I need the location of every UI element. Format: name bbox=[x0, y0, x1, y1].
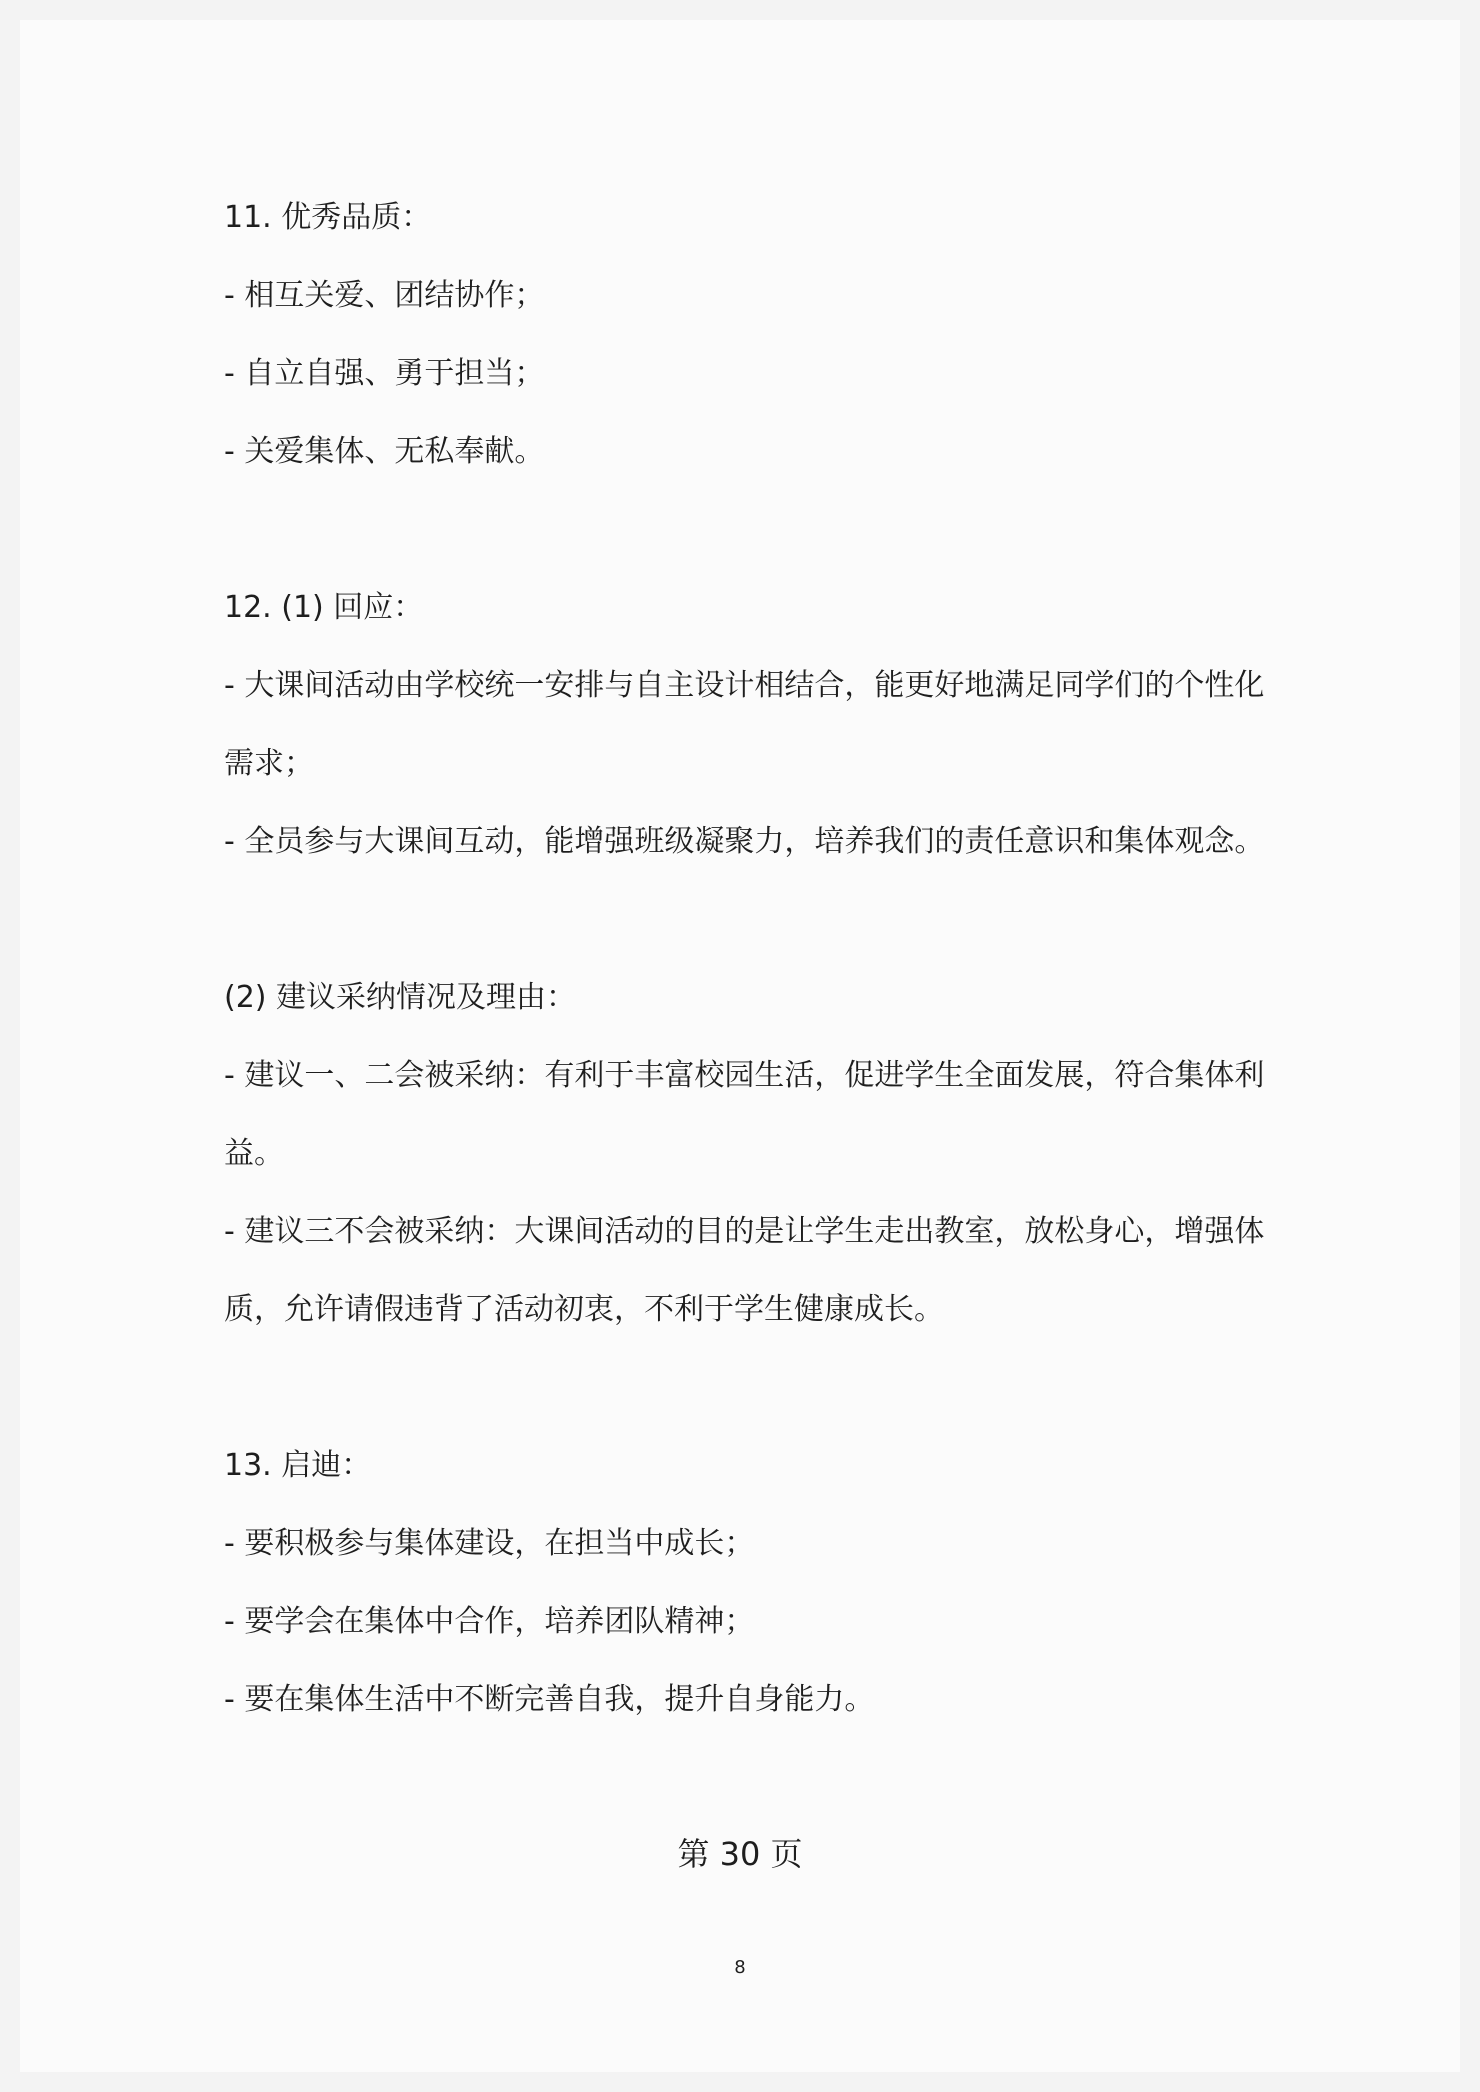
q13-item-3: - 要在集体生活中不断完善自我，提升自身能力。 bbox=[224, 1682, 875, 1717]
q11-heading: 11. 优秀品质： bbox=[224, 200, 432, 235]
q12-2-heading: (2) 建议采纳情况及理由： bbox=[224, 980, 577, 1015]
q12-1-item-1: - 大课间活动由学校统一安排与自主设计相结合，能更好地满足同学们的个性化 bbox=[224, 668, 1265, 703]
q13-item-1: - 要积极参与集体建设，在担当中成长； bbox=[224, 1526, 755, 1561]
page-label: 第 30 页 bbox=[677, 1835, 803, 1873]
q13-heading: 13. 启迪： bbox=[224, 1448, 372, 1483]
q12-2-item-2: - 建议三不会被采纳：大课间活动的目的是让学生走出教室，放松身心，增强体 bbox=[224, 1214, 1265, 1249]
q11-item-3: - 关爱集体、无私奉献。 bbox=[224, 434, 545, 469]
q12-2-item-1-cont: 益。 bbox=[224, 1136, 284, 1171]
q12-1-heading: 12. (1) 回应： bbox=[224, 590, 424, 625]
q11-item-2: - 自立自强、勇于担当； bbox=[224, 356, 545, 391]
q13-item-2: - 要学会在集体中合作，培养团队精神； bbox=[224, 1604, 755, 1639]
q11-item-1: - 相互关爱、团结协作； bbox=[224, 278, 545, 313]
q12-1-item-2: - 全员参与大课间互动，能增强班级凝聚力，培养我们的责任意识和集体观念。 bbox=[224, 824, 1265, 859]
page-number: 8 bbox=[734, 1957, 746, 1978]
q12-1-item-1-cont: 需求； bbox=[224, 746, 314, 781]
q12-2-item-2-cont: 质，允许请假违背了活动初衷，不利于学生健康成长。 bbox=[224, 1292, 944, 1327]
document-page bbox=[20, 20, 1460, 2072]
q12-2-item-1: - 建议一、二会被采纳：有利于丰富校园生活，促进学生全面发展，符合集体利 bbox=[224, 1058, 1265, 1093]
